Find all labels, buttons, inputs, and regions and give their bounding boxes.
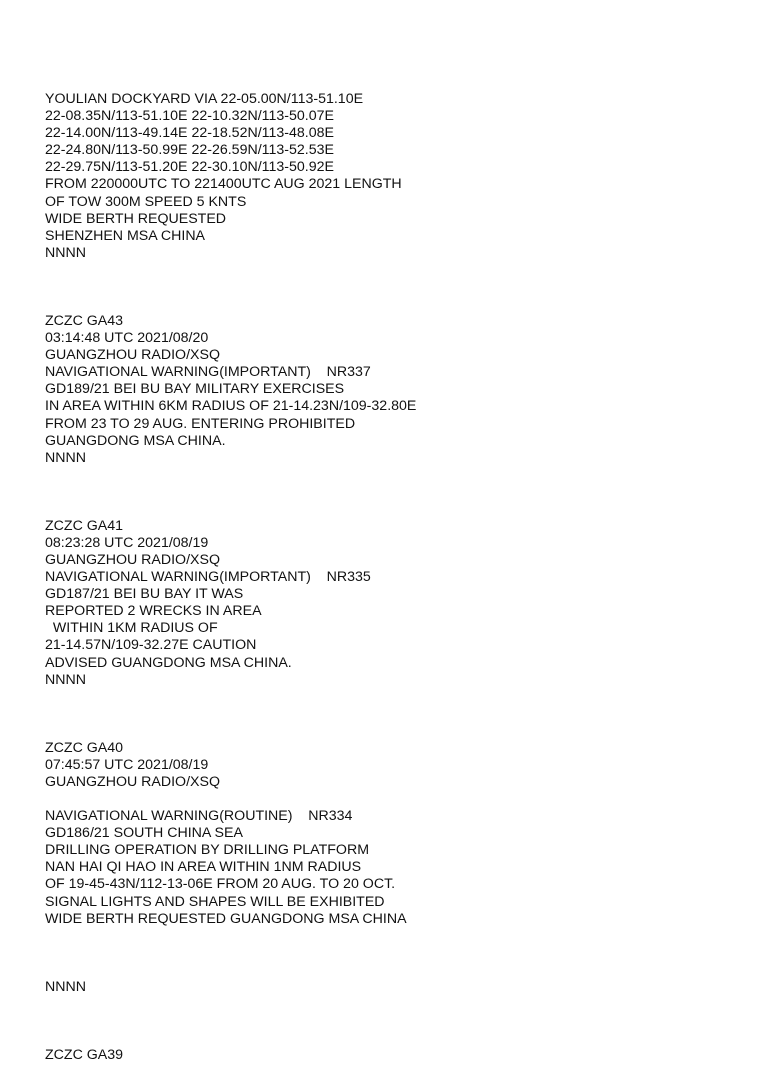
station: GUANGZHOU RADIO/XSQ: [45, 551, 220, 568]
text-line: ADVISED GUANGDONG MSA CHINA.: [45, 654, 292, 671]
text-line: GUANGDONG MSA CHINA.: [45, 432, 226, 449]
text-line: FROM 220000UTC TO 221400UTC AUG 2021 LENGTH: [45, 176, 402, 193]
warning-title: NAVIGATIONAL WARNING(IMPORTANT) NR337: [45, 364, 371, 381]
text-line: FROM 23 TO 29 AUG. ENTERING PROHIBITED: [45, 415, 356, 432]
text-line: WIDE BERTH REQUESTED: [45, 210, 227, 227]
end-marker: NNNN: [45, 449, 86, 466]
text-line: OF TOW 300M SPEED 5 KNTS: [45, 193, 247, 210]
message-separator: [45, 689, 735, 740]
text-line: DRILLING OPERATION BY DRILLING PLATFORM: [45, 842, 370, 859]
message-separator: [45, 996, 735, 1047]
text-line: 21-14.57N/109-32.27E CAUTION: [45, 637, 257, 654]
warning-title: NAVIGATIONAL WARNING(IMPORTANT) NR335: [45, 569, 371, 586]
message-id: ZCZC GA39: [45, 1046, 124, 1063]
text-line: GD186/21 SOUTH CHINA SEA: [45, 825, 243, 842]
end-marker: NNNN: [45, 978, 86, 995]
text-line: WITHIN 1KM RADIUS OF: [45, 620, 218, 637]
message-shenzhen-tow: [45, 91, 735, 262]
text-line: GD187/21 BEI BU BAY IT WAS: [45, 586, 244, 603]
station: GUANGZHOU RADIO/XSQ: [45, 773, 220, 790]
text-line: YOULIAN DOCKYARD VIA 22-05.00N/113-51.10E: [45, 91, 364, 107]
warning-title: NAVIGATIONAL WARNING(ROUTINE) NR334: [45, 808, 353, 825]
message-id: ZCZC GA43: [45, 312, 124, 329]
blank-line: [45, 791, 735, 808]
message-ga39: [45, 1047, 735, 1064]
text-line: WIDE BERTH REQUESTED GUANGDONG MSA CHINA: [45, 910, 407, 927]
text-line: 22-24.80N/113-50.99E 22-26.59N/113-52.53E: [45, 142, 334, 159]
message-ga41: [45, 518, 735, 689]
message-id: ZCZC GA40: [45, 739, 124, 756]
text-line: 22-14.00N/113-49.14E 22-18.52N/113-48.08E: [45, 125, 334, 142]
text-line: SHENZHEN MSA CHINA: [45, 227, 206, 244]
message-id: ZCZC GA41: [45, 517, 124, 534]
station: GUANGZHOU RADIO/XSQ: [45, 347, 220, 364]
timestamp: 07:45:57 UTC 2021/08/19: [45, 756, 209, 773]
text-line: IN AREA WITHIN 6KM RADIUS OF 21-14.23N/109-32.80E: [45, 398, 417, 415]
message-separator: [45, 262, 735, 313]
timestamp: 03:14:48 UTC 2021/08/20: [45, 330, 209, 347]
text-line: GD189/21 BEI BU BAY MILITARY EXERCISES: [45, 381, 345, 398]
text-line: 22-08.35N/113-51.10E 22-10.32N/113-50.07E: [45, 108, 334, 125]
navtex-messages: [45, 91, 735, 1064]
text-line: REPORTED 2 WRECKS IN AREA: [45, 603, 262, 620]
message-ga43: [45, 313, 735, 467]
blank-lines: [45, 928, 735, 979]
end-marker: NNNN: [45, 244, 86, 261]
text-line: NAN HAI QI HAO IN AREA WITHIN 1NM RADIUS: [45, 859, 362, 876]
text-line: 22-29.75N/113-51.20E 22-30.10N/113-50.92E: [45, 159, 334, 176]
message-ga40: [45, 740, 735, 996]
message-separator: [45, 467, 735, 518]
timestamp: 08:23:28 UTC 2021/08/19: [45, 534, 209, 551]
text-line: SIGNAL LIGHTS AND SHAPES WILL BE EXHIBITED: [45, 893, 385, 910]
end-marker: NNNN: [45, 671, 86, 688]
text-line: OF 19-45-43N/112-13-06E FROM 20 AUG. TO 20 OCT.: [45, 876, 396, 893]
